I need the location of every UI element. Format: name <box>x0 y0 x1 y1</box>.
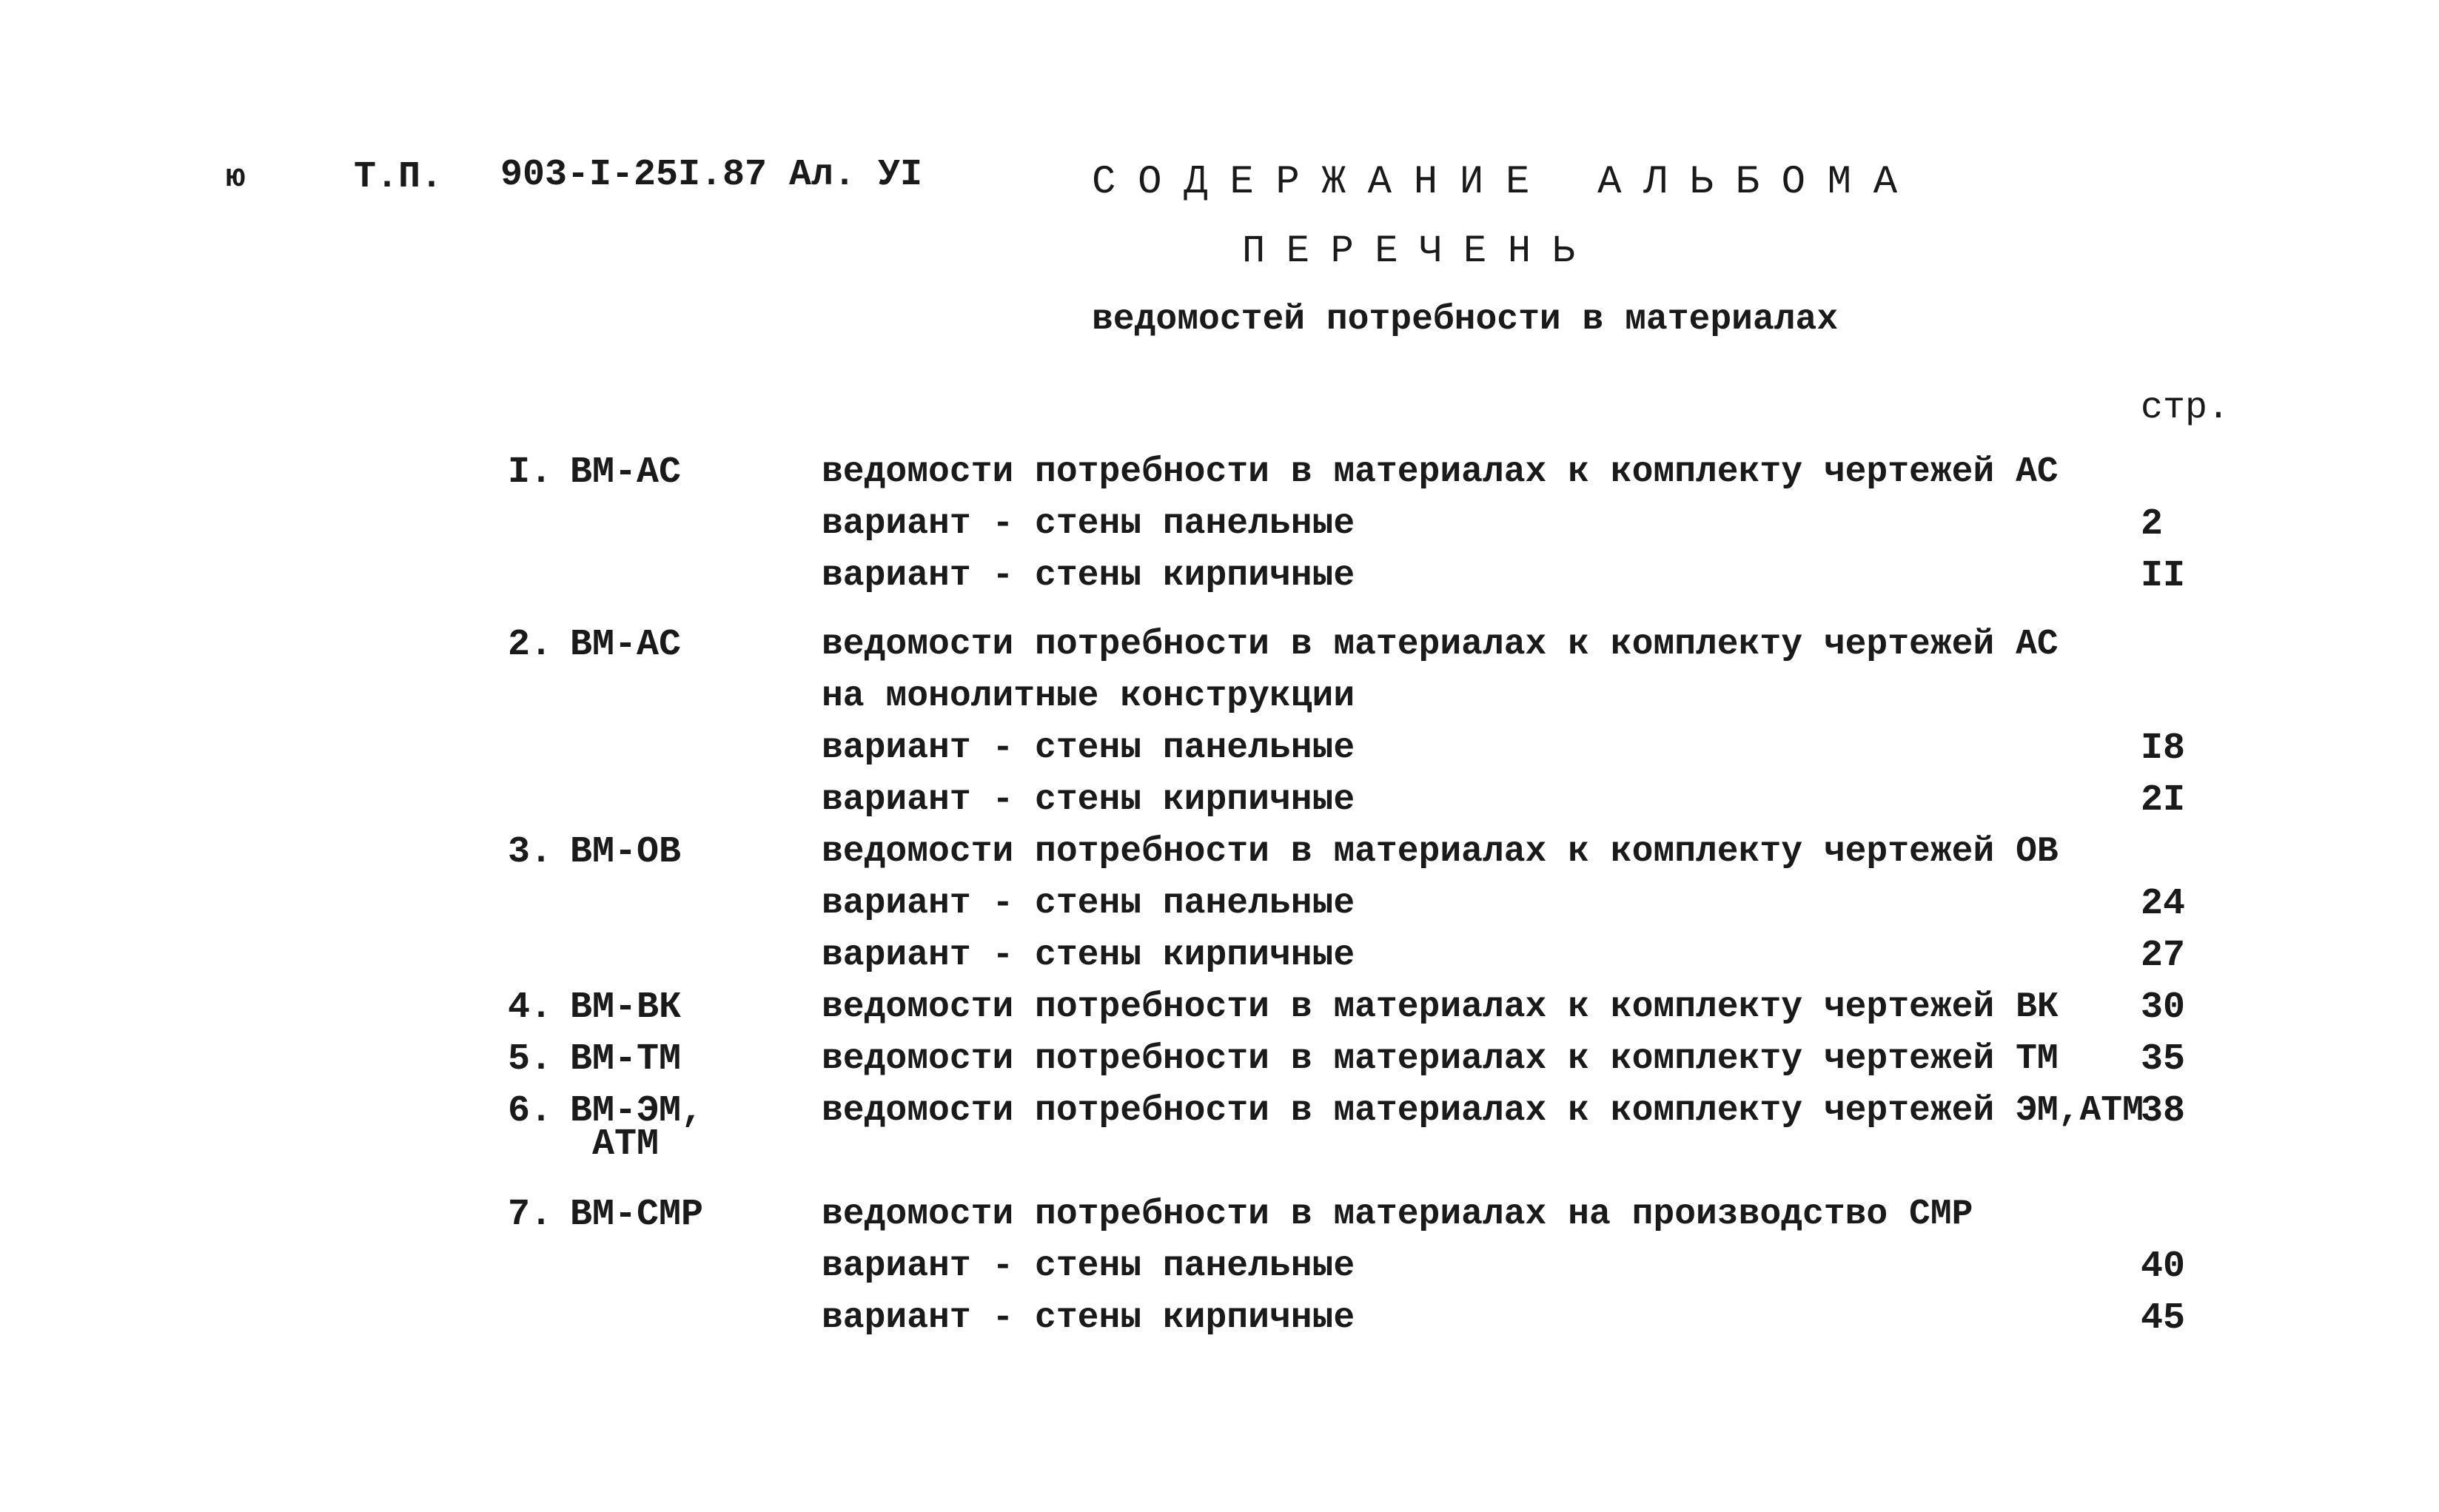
entry-line: вариант - стены панельные <box>822 884 1355 924</box>
entry-line: вариант - стены панельные <box>822 1246 1355 1286</box>
entry-line: ведомости потребности в материалах к комплекту чертежей АС <box>822 452 2059 492</box>
document-number: 903-I-25I.87 <box>500 154 768 196</box>
entry-line: вариант - стены кирпичные <box>822 556 1355 596</box>
page-column-header: стр. <box>2141 387 2230 429</box>
list-title: ПЕРЕЧЕНЬ <box>1242 229 1597 273</box>
entry-line: вариант - стены панельные <box>822 504 1355 544</box>
entry-number: 2. <box>508 624 553 666</box>
entry-code: ВМ-АС <box>570 451 682 494</box>
entry-code: ВМ-ОВ <box>570 831 682 873</box>
entry-line: ведомости потребности в материалах к комплекту чертежей ТМ <box>822 1039 2059 1079</box>
page-number: 27 <box>2141 935 2186 977</box>
entry-line: на монолитные конструкции <box>822 676 1355 716</box>
page-title: СОДЕРЖАНИЕ АЛЬБОМА <box>1092 160 1919 205</box>
page-number: 30 <box>2141 987 2186 1029</box>
entry-code: ВМ-СМР <box>570 1194 704 1236</box>
entry-line: ведомости потребности в материалах к комплекту чертежей АС <box>822 625 2059 665</box>
entry-line: вариант - стены кирпичные <box>822 935 1355 975</box>
entry-line: вариант - стены кирпичные <box>822 780 1355 820</box>
entry-line: вариант - стены панельные <box>822 728 1355 768</box>
page-number: 38 <box>2141 1090 2186 1132</box>
page-number: 2 <box>2141 503 2164 545</box>
page-number: 45 <box>2141 1297 2186 1340</box>
entry-code: ВМ-ВК <box>570 987 682 1029</box>
album-label: Ал. УI <box>789 154 923 196</box>
entry-line: вариант - стены кирпичные <box>822 1298 1355 1338</box>
entry-number: 5. <box>508 1038 553 1081</box>
entry-line: ведомости потребности в материалах к комплекту чертежей ВК <box>822 987 2059 1027</box>
entry-number: 6. <box>508 1090 553 1132</box>
entry-code-continuation: АТМ <box>592 1123 660 1166</box>
entry-number: 7. <box>508 1194 553 1236</box>
series-label: Т.П. <box>354 156 443 198</box>
entry-number: I. <box>508 451 553 494</box>
page-number: 2I <box>2141 779 2186 821</box>
list-subtitle: ведомостей потребности в материалах <box>1092 300 1839 340</box>
page-number: I8 <box>2141 728 2186 770</box>
page-number: 40 <box>2141 1246 2186 1288</box>
entry-number: 4. <box>508 987 553 1029</box>
page-number: II <box>2141 555 2186 597</box>
corner-mark: ю <box>226 159 246 196</box>
entry-line: ведомости потребности в материалах к комплекту чертежей ЭМ,АТМ <box>822 1091 2144 1131</box>
entry-code: ВМ-ТМ <box>570 1038 682 1081</box>
entry-code: ВМ-АС <box>570 624 682 666</box>
entry-line: ведомости потребности в материалах на производство СМР <box>822 1195 1973 1234</box>
entry-code: ВМ-ЭМ, <box>570 1090 704 1132</box>
entry-number: 3. <box>508 831 553 873</box>
page-number: 24 <box>2141 883 2186 925</box>
entry-line: ведомости потребности в материалах к комплекту чертежей ОВ <box>822 832 2059 872</box>
page-number: 35 <box>2141 1038 2186 1081</box>
